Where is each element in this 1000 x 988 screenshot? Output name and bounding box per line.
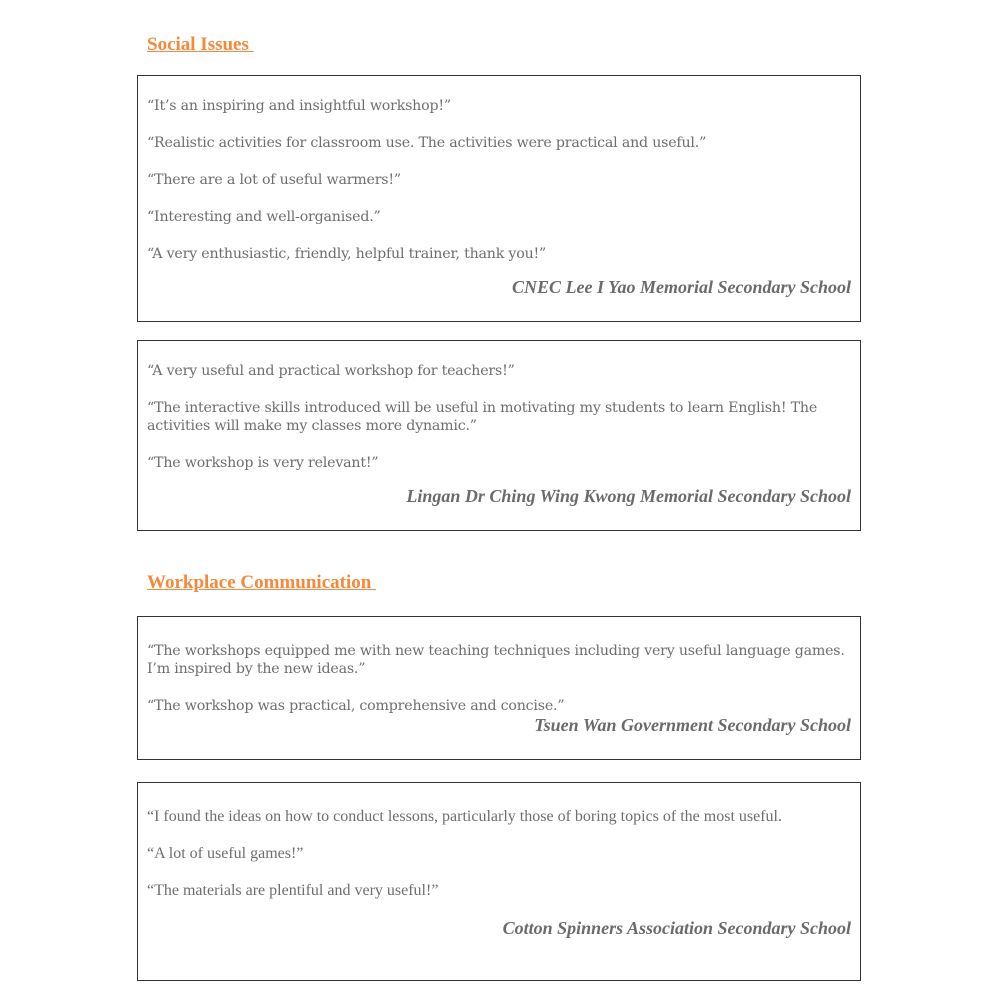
testimonial-quote: “A very enthusiastic, friendly, helpful trainer, thank you!” <box>147 246 547 262</box>
testimonial-quote: “I found the ideas on how to conduct lessons, particularly those of boring topics of the most useful. <box>147 808 782 825</box>
school-name: Tsuen Wan Government Secondary School <box>534 715 851 735</box>
section-heading-workplace-communication[interactable]: Workplace Communication <box>147 572 377 593</box>
school-name: Lingan Dr Ching Wing Kwong Memorial Secondary School <box>406 486 851 506</box>
testimonial-quote: “Realistic activities for classroom use. The activities were practical and useful.” <box>147 135 707 151</box>
testimonial-quote: “A very useful and practical workshop for teachers!” <box>147 363 515 379</box>
testimonial-quote: “The materials are plentiful and very useful!” <box>147 882 439 899</box>
school-name: Cotton Spinners Association Secondary School <box>502 918 851 938</box>
testimonial-box <box>137 616 861 760</box>
testimonial-quote: “It’s an inspiring and insightful workshop!” <box>147 98 451 114</box>
testimonial-quote: “There are a lot of useful warmers!” <box>147 172 401 188</box>
section-heading-social-issues[interactable]: Social Issues <box>147 34 254 55</box>
testimonial-box <box>137 340 861 531</box>
testimonial-quote: “The interactive skills introduced will be useful in motivating my students to learn English! The activities will make my classes more dynamic.” <box>147 400 818 434</box>
testimonial-quote: “The workshop is very relevant!” <box>147 455 379 471</box>
testimonial-quote: “Interesting and well-organised.” <box>147 209 381 225</box>
testimonial-quote: “The workshops equipped me with new teaching techniques including very useful language games. I’m inspired by the new ideas.” <box>147 643 845 677</box>
school-name: CNEC Lee I Yao Memorial Secondary School <box>511 277 851 297</box>
testimonial-box <box>137 75 861 322</box>
testimonial-quote: “A lot of useful games!” <box>147 845 304 862</box>
testimonial-box <box>137 782 861 981</box>
testimonial-quote: “The workshop was practical, comprehensive and concise.” <box>147 698 565 714</box>
